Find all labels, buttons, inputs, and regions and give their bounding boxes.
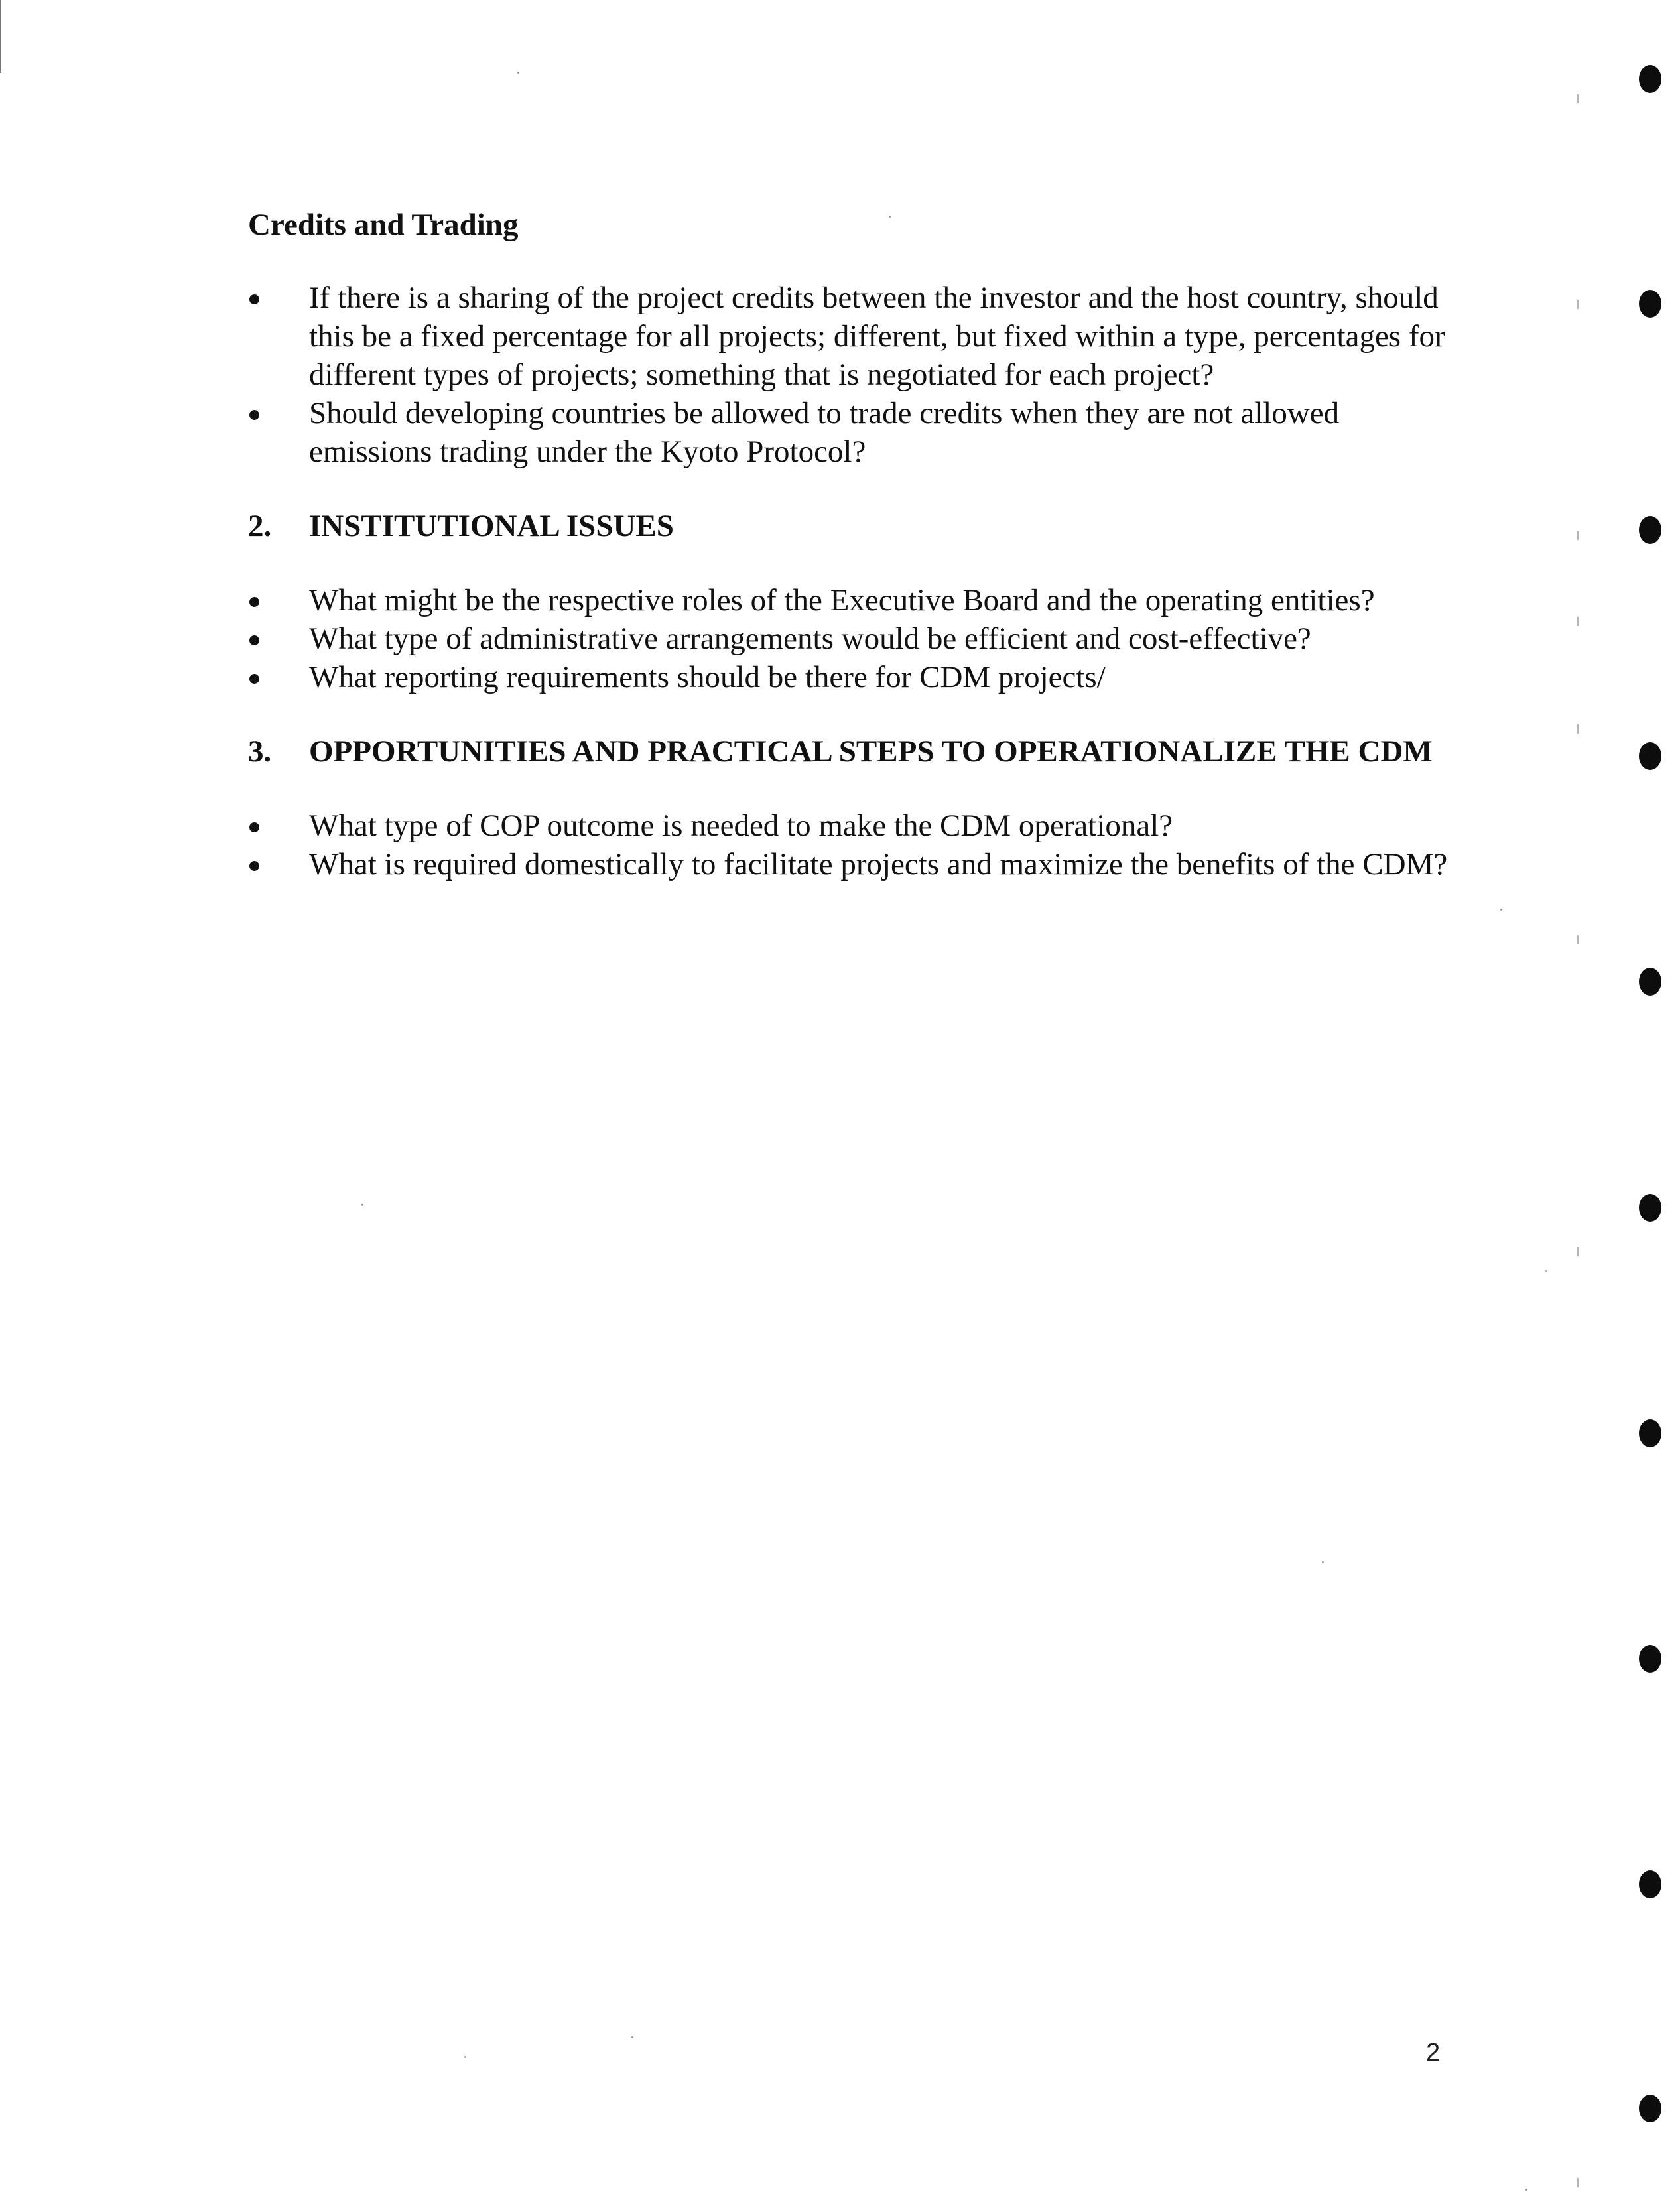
section-heading-opportunities — [248, 732, 1455, 771]
punch-hole-icon — [1639, 742, 1661, 770]
list-item — [248, 845, 1455, 883]
scan-artifact — [1577, 935, 1579, 944]
list-item — [248, 581, 1455, 619]
bullet-icon — [249, 635, 259, 645]
bullet-icon — [249, 674, 259, 684]
list-item — [248, 658, 1455, 696]
punch-hole-icon — [1639, 968, 1661, 996]
list-item — [248, 279, 1455, 394]
punch-hole-icon — [1639, 1870, 1661, 1898]
scan-artifact — [1577, 1247, 1579, 1256]
scan-artifact — [1577, 300, 1579, 309]
bullet-text: What type of administrative arrangements would be efficient and cost-effective? — [309, 621, 1311, 656]
bullet-icon — [249, 294, 259, 304]
section-number: 3. — [248, 734, 272, 769]
scan-artifact — [1577, 617, 1579, 626]
punch-hole-icon — [1639, 1419, 1661, 1447]
scan-artifact — [1525, 2189, 1527, 2191]
bullet-icon — [249, 861, 259, 871]
scan-artifact — [464, 2056, 466, 2058]
punch-hole-icon — [1639, 65, 1661, 93]
bullet-text: What reporting requirements should be there for CDM projects/ — [309, 660, 1106, 694]
bullet-icon — [249, 822, 259, 832]
page-content — [248, 206, 1455, 883]
bullet-text: If there is a sharing of the project credits between the investor and the host country, should this be a fixed percentage for all projects; different, but fixed within a type, percentages for different types of projects; something that is negotiated for each project? — [309, 281, 1445, 392]
scan-artifact — [1577, 94, 1579, 103]
scan-artifact — [889, 216, 891, 218]
section-heading-institutional-issues — [248, 507, 1455, 545]
punch-hole-icon — [1639, 2095, 1661, 2122]
bullet-text: What is required domestically to facilitate projects and maximize the benefits of the CDM? — [309, 847, 1448, 881]
bullet-text: What might be the respective roles of the Executive Board and the operating entities? — [309, 583, 1375, 617]
bullet-icon — [249, 597, 259, 607]
scan-artifact — [1577, 2178, 1579, 2187]
page-number: 2 — [1426, 2039, 1441, 2067]
scan-artifact — [517, 72, 519, 74]
punch-hole-icon — [1639, 1194, 1661, 1222]
punch-hole-icon — [1639, 290, 1661, 318]
list-item — [248, 619, 1455, 658]
punch-hole-icon — [1639, 1645, 1661, 1673]
section-title: INSTITUTIONAL ISSUES — [309, 509, 674, 543]
scan-artifact — [1500, 909, 1502, 911]
punch-hole-icon — [1639, 516, 1661, 544]
institutional-bullet-list — [248, 581, 1455, 696]
subheading-credits-and-trading: Credits and Trading — [248, 208, 519, 242]
bullet-text: What type of COP outcome is needed to make the CDM operational? — [309, 809, 1173, 843]
opportunities-bullet-list — [248, 807, 1455, 883]
credits-bullet-list — [248, 279, 1455, 471]
section-number: 2. — [248, 509, 272, 543]
scan-artifact — [361, 1204, 363, 1206]
scan-artifact — [631, 2036, 633, 2038]
scan-artifact — [1577, 531, 1579, 540]
scan-edge-mark — [0, 0, 1, 73]
scan-artifact — [1577, 724, 1579, 734]
scan-artifact — [1322, 1561, 1324, 1563]
list-item — [248, 807, 1455, 845]
section-title: OPPORTUNITIES AND PRACTICAL STEPS TO OPERATIONALIZE THE CDM — [309, 734, 1433, 769]
list-item — [248, 394, 1455, 471]
bullet-text: Should developing countries be allowed to trade credits when they are not allowed emissions trading under the Kyoto Protocol? — [309, 396, 1340, 469]
bullet-icon — [249, 410, 259, 420]
scan-artifact — [1545, 1270, 1547, 1272]
